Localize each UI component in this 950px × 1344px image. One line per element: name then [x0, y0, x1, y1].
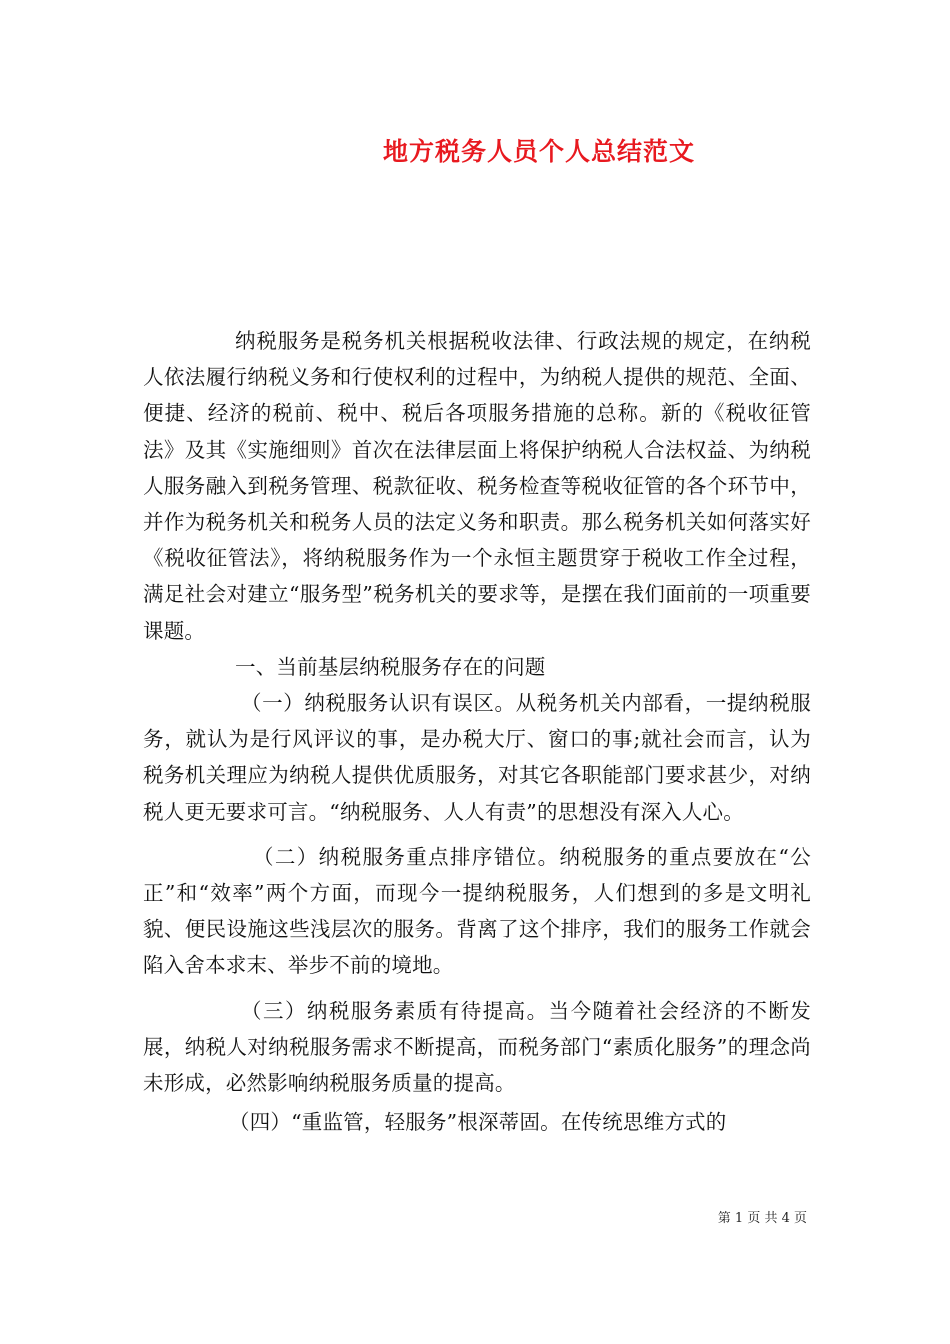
page-number-footer: 第 1 页 共 4 页: [717, 1211, 807, 1226]
paragraph-point-1: （一）纳税服务认识有误区。从税务机关内部看，一提纳税服务，就认为是行风评议的事，是办税大厅、窗口的事;就社会而言，认为税务机关理应为纳税人提供优质服务，对其它各职能部门要求甚少，对纳税人更无要求可言。“纳税服务、人人有责”的思想没有深入人心。: [143, 691, 811, 824]
document-title: 地方税务人员个人总结范文: [382, 137, 695, 166]
intro-paragraph: 纳税服务是税务机关根据税收法律、行政法规的规定，在纳税人依法履行纳税义务和行使权利的过程中，为纳税人提供的规范、全面、便捷、经济的税前、税中、税后各项服务措施的总称。新的《税收征管法》及其《实施细则》首次在法律层面上将保护纳税人合法权益、为纳税人服务融入到税务管理、税款征收、税务检查等税收征管的各个环节中，并作为税务机关和税务人员的法定义务和职责。那么税务机关如何落实好《税收征管法》，将纳税服务作为一个永恒主题贯穿于税收工作全过程，满足社会对建立“服务型”税务机关的要求等，是摆在我们面前的一项重要课题。: [143, 329, 811, 643]
paragraph-point-4: （四）“重监管，轻服务”根深蒂固。在传统思维方式的: [229, 1110, 727, 1135]
document-body: [143, 323, 811, 1140]
paragraph-point-2: （二）纳税服务重点排序错位。纳税服务的重点要放在“公正”和“效率”两个方面，而现今一提纳税服务，人们想到的多是文明礼貌、便民设施这些浅层次的服务。背离了这个排序，我们的服务工作就会陷入舍本求末、举步不前的境地。: [143, 844, 811, 978]
paragraph-point-3: （三）纳税服务素质有待提高。当今随着社会经济的不断发展，纳税人对纳税服务需求不断提高，而税务部门“素质化服务”的理念尚未形成，必然影响纳税服务质量的提高。: [143, 998, 811, 1096]
section-heading-problems: 一、当前基层纳税服务存在的问题: [235, 654, 546, 679]
